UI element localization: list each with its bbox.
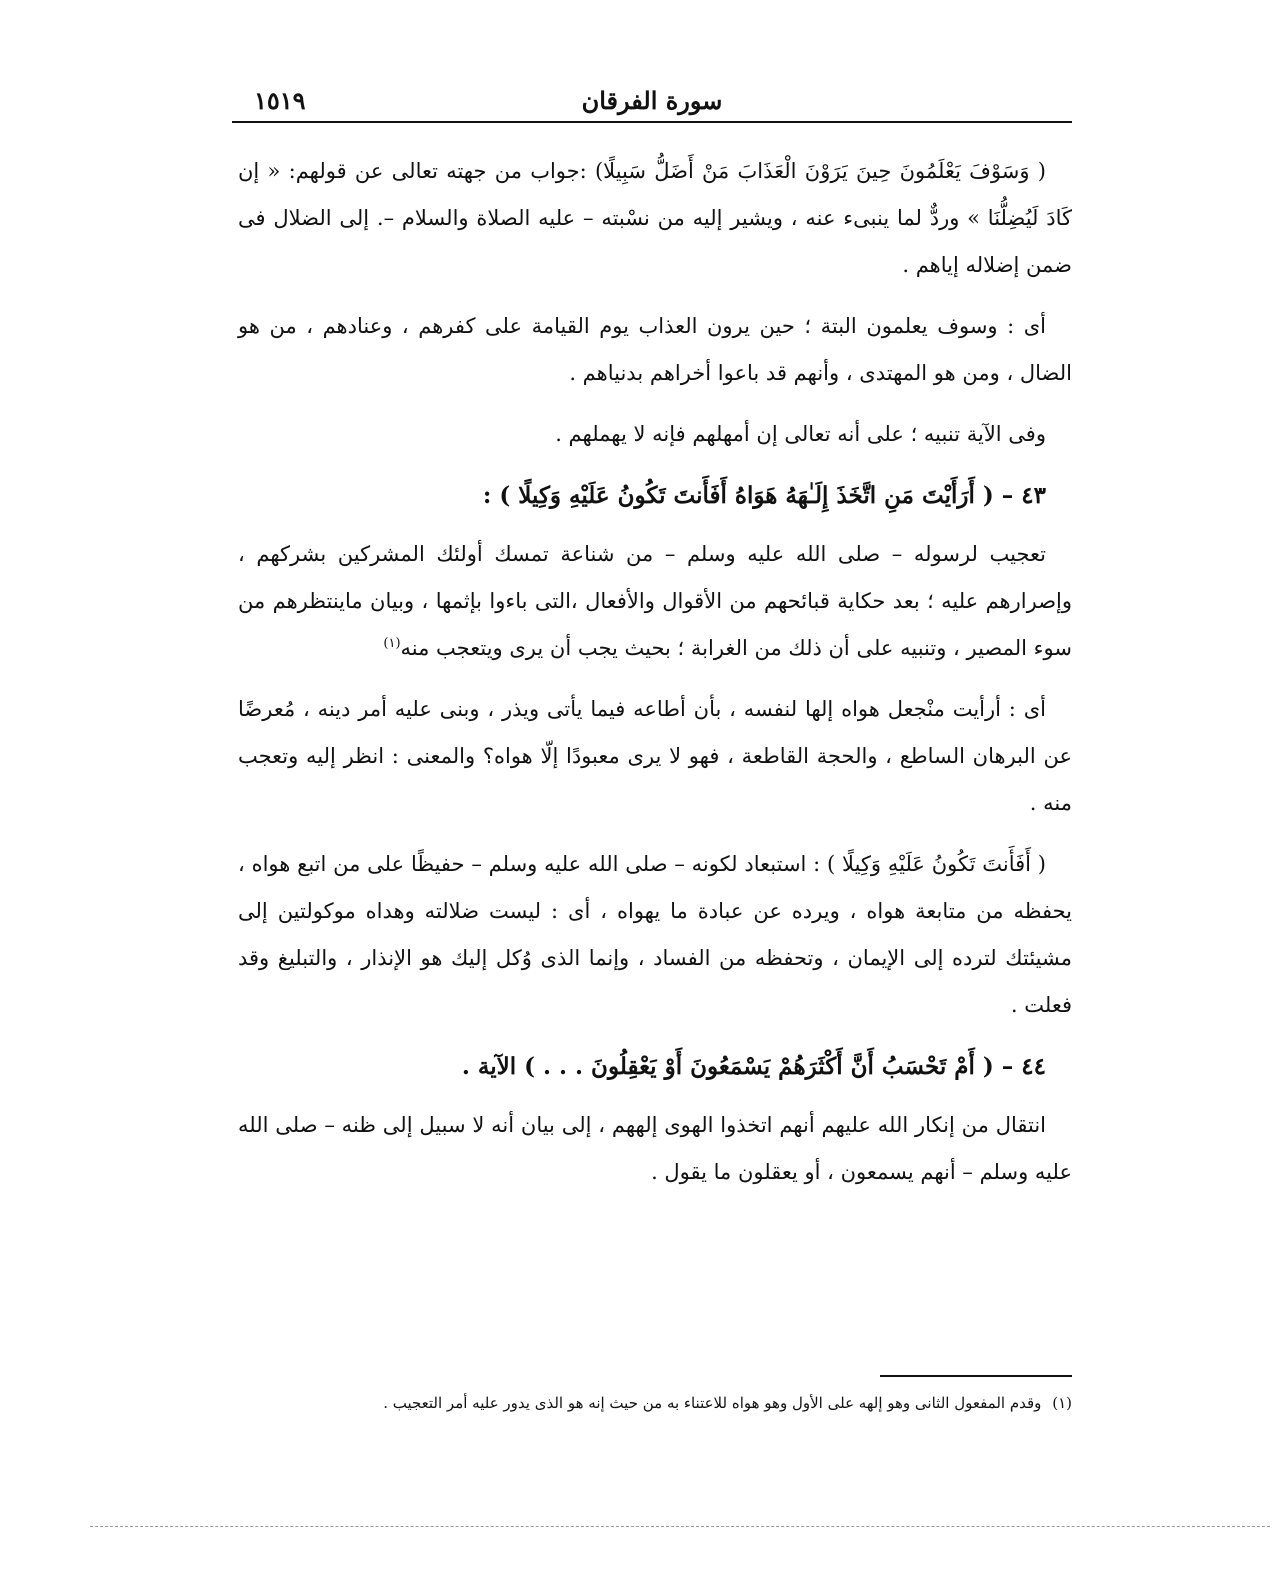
surah-title: سورة الفرقان [581,86,723,115]
footnote-divider [880,1375,1072,1377]
paragraph-verse-42-explanation: ( وَسَوْفَ يَعْلَمُونَ حِينَ يَرَوْنَ الْعَذَابَ مَنْ أَضَلُّ سَبِيلًا) :جواب من جهته تعالى عن قولهم: « إن كَادَ لَيُضِلُّنَا » وردٌّ لما ينبىء عنه ، ويشير إليه من نسْبته – عليه الصلاة والسلام –. إلى الضلال فى ضمن إضلاله إياهم . [238,159,1072,277]
footnote-reference: (١) [383,636,401,651]
scan-edge-line [90,1526,1270,1527]
paragraph-verse-42-note: وفى الآية تنبيه ؛ على أنه تعالى إن أمهلهم فإنه لا يهملهم . [555,422,1046,446]
paragraph-verse-43-meaning: أى : أرأيت منْجعل هواه إلها لنفسه ، بأن أطاعه فيما يأتى ويذر ، وبنى عليه أمر دينه ، مُعرضًا عن البرهان الساطع ، والحجة القاطعة ، فهو لا يرى معبودًا إلّا هواه؟ والمعنى : انظر إليه وتعجب منه . [238,697,1072,815]
footnote [238,1390,1072,1416]
paragraph-verse-42-meaning: أى : وسوف يعلمون البتة ؛ حين يرون العذاب يوم القيامة على كفرهم ، وعنادهم ، من هو الضال ، ومن هو المهتدى ، وأنهم قد باعوا أخراهم بدنياهم . [238,314,1072,385]
page-number: ١٥١٩ [254,86,306,115]
paragraph-verse-43-wonder [238,531,1072,672]
verse-44-heading: ٤٤ – ( أَمْ تَحْسَبُ أَنَّ أَكْثَرَهُمْ يَسْمَعُونَ أَوْ يَعْقِلُونَ . . . ) الآية . [461,1053,1046,1080]
paragraph-verse-44-transition: انتقال من إنكار الله عليهم أنهم اتخذوا الهوى إلههم ، إلى بيان أنه لا سبيل إلى ظنه – صلى الله عليه وسلم – أنهم يسمعون ، أو يعقلون ما يقول . [238,1113,1072,1184]
footnote-number: (١) [1052,1394,1072,1412]
footnote-text: وقدم المفعول الثانى وهو إلهه على الأول وهو هواه للاعتناء به من حيث إنه هو الذى يدور عليه أمر التعجيب . [383,1394,1042,1412]
paragraph-verse-43-wonder-text: تعجيب لرسوله – صلى الله عليه وسلم – من شناعة تمسك أولئك المشركين بشركهم ، وإصرارهم عليه ؛ بعد حكاية قبائحهم من الأقوال والأفعال ،التى باءوا بإثمها ، وبيان ماينتظرهم من سوء المصير ، وتنبيه على أن ذلك من الغرابة ؛ بحيث يجب أن يرى ويتعجب منه [238,542,1072,660]
header-divider [232,121,1072,123]
verse-43-heading: ٤٣ – ( أَرَأَيْتَ مَنِ اتَّخَذَ إِلَـٰهَهُ هَوَاهُ أَفَأَنتَ تَكُونُ عَلَيْهِ وَكِيلًا ) : [482,482,1046,509]
page-header [232,78,1072,122]
paragraph-verse-43-guardian: ( أَفَأَنتَ تَكُونُ عَلَيْهِ وَكِيلًا ) : استبعاد لكونه – صلى الله عليه وسلم – حفيظًا على من اتبع هواه ، يحفظه من متابعة هواه ، ويرده عن عبادة ما يهواه ، أى : ليست ضلالته وهداه موكولتين إلى مشيئتك لترده إلى الإيمان ، وتحفظه من الفساد ، وإنما الذى وُكل إليك هو الإنذار ، والتبليغ وقد فعلت . [238,852,1072,1017]
commentary-body [238,148,1072,1210]
